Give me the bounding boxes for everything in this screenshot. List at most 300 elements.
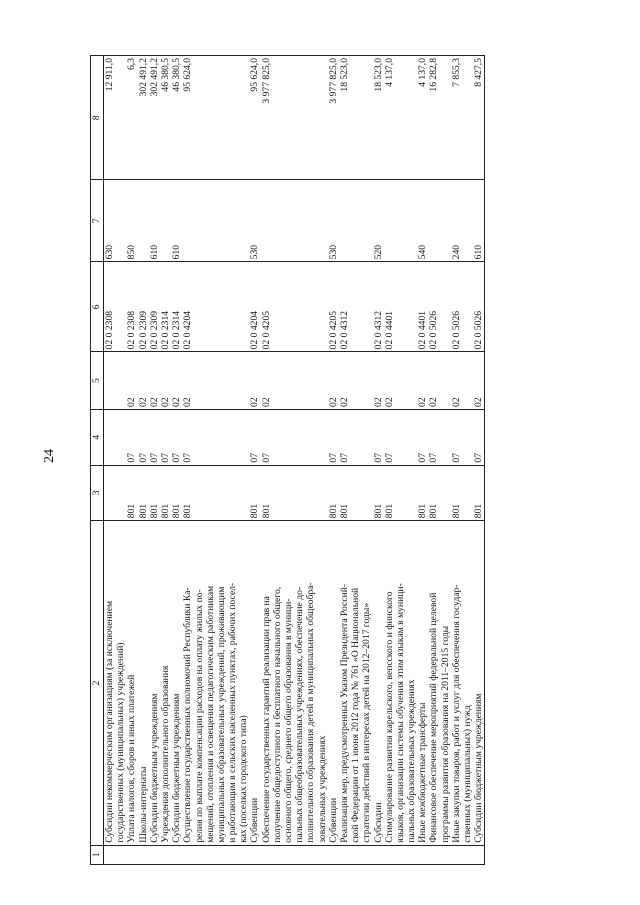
target-article-line: 02 0 2308 xyxy=(104,310,115,350)
target-article-line xyxy=(272,264,283,349)
cell-ministry-code xyxy=(249,465,327,521)
description-line: Обеспечение государственных гарантий реализации прав на xyxy=(260,596,272,843)
ministry-code-line: 801 xyxy=(417,503,429,519)
cell-target-article xyxy=(451,262,473,352)
amount-line xyxy=(216,58,227,177)
target-article-line xyxy=(361,264,372,349)
cell-subsection xyxy=(451,352,473,410)
ministry-code-line xyxy=(462,468,473,519)
expense-type-line xyxy=(160,182,171,259)
subsection-line: 02 xyxy=(372,397,384,407)
expense-type-line: 610 xyxy=(171,244,183,260)
amount-line xyxy=(283,58,294,177)
cell-amount xyxy=(417,56,451,180)
cell-ministry-code xyxy=(373,465,418,521)
cell-section xyxy=(328,409,373,465)
section-line: 07 xyxy=(327,452,339,463)
cell-expense-type xyxy=(328,180,373,262)
subsection-line: 02 xyxy=(182,397,194,407)
ministry-code-line: 801 xyxy=(383,503,395,519)
table-row xyxy=(473,56,485,865)
subsection-line xyxy=(395,354,406,407)
description-line: Субсидии бюджетным учреждениям xyxy=(171,693,183,843)
description-line: стратегии действий в интересах детей на 2012–2017 годы» xyxy=(361,602,373,843)
expense-type-line xyxy=(395,182,406,259)
cell-description xyxy=(373,521,418,846)
description-line: Субвенции xyxy=(249,797,261,843)
section-line xyxy=(115,412,126,463)
target-article-line: 02 0 4312 xyxy=(338,310,350,350)
cell-col-1 xyxy=(249,845,327,864)
amount-line xyxy=(440,58,451,177)
ministry-code-line xyxy=(406,468,417,519)
amount-line: 12 911,0 xyxy=(104,58,115,92)
cell-amount xyxy=(249,56,327,180)
section-line xyxy=(406,412,417,463)
amount-line xyxy=(305,58,316,177)
description-line: ственных (муниципальных) нужд xyxy=(462,705,473,843)
expense-type-line xyxy=(350,182,361,259)
subsection-line: 02 xyxy=(473,397,485,407)
subsection-line: 02 xyxy=(417,397,429,407)
subsection-line xyxy=(305,354,316,407)
cell-col-1 xyxy=(328,845,373,864)
subsection-line xyxy=(205,354,216,407)
subsection-line xyxy=(283,354,294,407)
section-line xyxy=(294,412,305,463)
section-line: 07 xyxy=(428,452,440,463)
section-line: 07 xyxy=(372,452,384,463)
amount-line xyxy=(462,58,473,177)
cell-col-1 xyxy=(417,845,451,864)
target-article-line xyxy=(216,264,227,349)
section-line: 07 xyxy=(137,452,149,463)
amount-line xyxy=(395,58,406,177)
cell-description xyxy=(417,521,451,846)
cell-description xyxy=(328,521,373,846)
target-article-line: 02 0 4205 xyxy=(327,310,339,350)
amount-line xyxy=(317,58,328,177)
section-line xyxy=(462,412,473,463)
subsection-line xyxy=(294,354,305,407)
amount-line xyxy=(406,58,417,177)
expense-type-line xyxy=(261,182,272,259)
expense-type-line xyxy=(462,182,473,259)
cell-subsection xyxy=(328,352,373,410)
cell-expense-type xyxy=(104,180,250,262)
description-line: Учреждения дополнительного образования xyxy=(159,665,171,843)
ministry-code-line: 801 xyxy=(148,503,160,519)
header-col-3: 3 xyxy=(91,465,104,521)
section-line xyxy=(440,412,451,463)
target-article-line xyxy=(238,264,249,349)
description-line: Школы-интернаты xyxy=(137,766,149,843)
subsection-line: 02 xyxy=(383,397,395,407)
ministry-code-line xyxy=(115,468,126,519)
subsection-line xyxy=(216,354,227,407)
expense-type-line xyxy=(317,182,328,259)
cell-target-article xyxy=(104,262,250,352)
cell-section xyxy=(104,409,250,465)
subsection-line xyxy=(194,354,205,407)
cell-expense-type xyxy=(451,180,473,262)
expense-type-line xyxy=(339,182,350,259)
cell-section xyxy=(249,409,327,465)
description-line: пальных общеобразовательных учреждениях, обеспечение до- xyxy=(294,586,306,843)
target-article-line: 02 0 4401 xyxy=(383,310,395,350)
description-line: ской Федерации от 1 июня 2012 года № 761 «О Национальной xyxy=(350,587,362,843)
section-line: 07 xyxy=(260,452,272,463)
description-line: программы развития образования на 2011–2015 годы xyxy=(439,625,451,843)
description-line: Субсидии некоммерческим организациям (за исключением xyxy=(104,600,115,843)
subsection-line: 02 xyxy=(148,397,160,407)
subsection-line: 02 xyxy=(327,397,339,407)
cell-target-article xyxy=(328,262,373,352)
amount-line: 4 137,0 xyxy=(417,58,429,87)
cell-ministry-code xyxy=(104,465,250,521)
cell-col-1 xyxy=(451,845,473,864)
target-article-line xyxy=(305,264,316,349)
section-line: 07 xyxy=(159,452,171,463)
amount-line: 18 523,0 xyxy=(338,58,350,92)
target-article-line: 02 0 2308 xyxy=(126,310,138,350)
amount-line: 6,3 xyxy=(126,58,138,70)
subsection-line xyxy=(317,354,328,407)
expense-type-line xyxy=(440,182,451,259)
expense-type-line xyxy=(384,182,395,259)
cell-col-1 xyxy=(373,845,418,864)
description-line: языков, организации системы обучения этим языкам в муници- xyxy=(394,583,406,843)
amount-line xyxy=(361,58,372,177)
ministry-code-line: 801 xyxy=(327,503,339,519)
target-article-line xyxy=(194,264,205,349)
description-line: муниципальных образовательных учреждений, проживающим xyxy=(215,586,227,843)
section-line: 07 xyxy=(249,452,261,463)
amount-line xyxy=(194,58,205,177)
ministry-code-line xyxy=(238,468,249,519)
cell-target-article xyxy=(373,262,418,352)
ministry-code-line xyxy=(272,468,283,519)
amount-line: 95 624,0 xyxy=(182,58,194,92)
amount-line xyxy=(294,58,305,177)
ministry-code-line: 801 xyxy=(450,503,462,519)
expense-type-line: 610 xyxy=(473,244,485,260)
page-number: 24 xyxy=(42,449,57,463)
subsection-line xyxy=(462,354,473,407)
ministry-code-line xyxy=(194,468,205,519)
expense-type-line xyxy=(272,182,283,259)
target-article-line xyxy=(395,264,406,349)
ministry-code-line xyxy=(104,468,115,519)
table-header xyxy=(91,56,104,865)
expense-type-line xyxy=(115,182,126,259)
section-line xyxy=(350,412,361,463)
description-line: релия по выплате компенсации расходов на оплату жилых по- xyxy=(193,589,205,843)
expense-type-line: 610 xyxy=(148,244,160,260)
target-article-line xyxy=(227,264,238,349)
target-article-line: 02 0 4401 xyxy=(417,310,429,350)
cell-amount xyxy=(104,56,250,180)
section-line: 07 xyxy=(417,452,429,463)
subsection-line: 02 xyxy=(249,397,261,407)
amount-line: 4 137,0 xyxy=(383,58,395,87)
subsection-line xyxy=(440,354,451,407)
header-col-5: 5 xyxy=(91,352,104,410)
target-article-line: 02 0 2314 xyxy=(159,310,171,350)
description-line: Осуществление государственных полномочий Республики Ка- xyxy=(182,587,194,843)
budget-table-rotated xyxy=(90,55,530,865)
description-line: ках (поселках городского типа) xyxy=(238,715,250,843)
expense-type-line xyxy=(205,182,216,259)
amount-line: 18 523,0 xyxy=(372,58,384,92)
header-row xyxy=(91,56,104,865)
cell-ministry-code xyxy=(473,465,485,521)
expense-type-line xyxy=(238,182,249,259)
cell-description xyxy=(104,521,250,846)
subsection-line xyxy=(361,354,372,407)
amount-line xyxy=(350,58,361,177)
table-row xyxy=(104,56,250,865)
description-line: Уплата налогов, сборов и иных платежей xyxy=(126,674,138,843)
cell-description xyxy=(249,521,327,846)
section-line xyxy=(227,412,238,463)
subsection-line xyxy=(272,354,283,407)
expense-type-line xyxy=(194,182,205,259)
amount-line: 95 624,0 xyxy=(249,58,261,92)
section-line: 07 xyxy=(171,452,183,463)
expense-type-line xyxy=(305,182,316,259)
target-article-line xyxy=(317,264,328,349)
subsection-line xyxy=(227,354,238,407)
target-article-line xyxy=(406,264,417,349)
cell-section xyxy=(451,409,473,465)
expense-type-line: 520 xyxy=(372,244,384,260)
expense-type-line xyxy=(361,182,372,259)
cell-section xyxy=(473,409,485,465)
cell-amount xyxy=(473,56,485,180)
ministry-code-line xyxy=(227,468,238,519)
expense-type-line xyxy=(406,182,417,259)
table-row xyxy=(417,56,451,865)
subsection-line xyxy=(238,354,249,407)
cell-target-article xyxy=(473,262,485,352)
ministry-code-line: 801 xyxy=(182,503,194,519)
description-line: Стимулирование развития карельского, вепсского и финского xyxy=(383,591,395,843)
cell-subsection xyxy=(473,352,485,410)
subsection-line: 02 xyxy=(428,397,440,407)
ministry-code-line: 801 xyxy=(428,503,440,519)
subsection-line xyxy=(406,354,417,407)
expense-type-line: 530 xyxy=(249,244,261,260)
header-col-1: 1 xyxy=(91,845,104,864)
expense-type-line xyxy=(227,182,238,259)
subsection-line xyxy=(104,354,115,407)
expense-type-line xyxy=(294,182,305,259)
table-row xyxy=(328,56,373,865)
amount-line: 302 491,2 xyxy=(137,58,149,97)
ministry-code-line: 801 xyxy=(473,503,485,519)
section-line xyxy=(283,412,294,463)
description-line: Субсидии бюджетным учреждениям xyxy=(148,693,160,843)
section-line: 07 xyxy=(450,452,462,463)
subsection-line xyxy=(350,354,361,407)
expense-type-line: 540 xyxy=(417,244,429,260)
ministry-code-line xyxy=(440,468,451,519)
section-line xyxy=(104,412,115,463)
cell-expense-type xyxy=(249,180,327,262)
description-line: Реализация мер, предусмотренных Указом Президента Россий- xyxy=(338,583,350,843)
description-line: полнительного образования детей в муниципальных общеобра- xyxy=(305,582,317,843)
ministry-code-line: 801 xyxy=(372,503,384,519)
description-line: зовательных учреждениях xyxy=(316,735,328,843)
cell-subsection xyxy=(373,352,418,410)
section-line xyxy=(194,412,205,463)
subsection-line: 02 xyxy=(260,397,272,407)
description-line: и работающим в сельских населенных пунктах, рабочих посел- xyxy=(227,582,239,843)
amount-line xyxy=(238,58,249,177)
subsection-line xyxy=(115,354,126,407)
section-line xyxy=(395,412,406,463)
description-line: Субвенции xyxy=(327,797,339,843)
target-article-line: 02 0 5026 xyxy=(473,310,485,350)
amount-line: 302 491,2 xyxy=(148,58,160,97)
expense-type-line xyxy=(216,182,227,259)
description-line: пальных образовательных учреждениях xyxy=(406,679,418,843)
section-line: 07 xyxy=(126,452,138,463)
cell-ministry-code xyxy=(328,465,373,521)
target-article-line: 02 0 4312 xyxy=(372,310,384,350)
cell-expense-type xyxy=(417,180,451,262)
amount-line xyxy=(205,58,216,177)
amount-line: 8 427,5 xyxy=(473,58,485,87)
target-article-line: 02 0 4204 xyxy=(249,310,261,350)
expense-type-line: 240 xyxy=(450,244,462,260)
cell-col-1 xyxy=(473,845,485,864)
ministry-code-line: 801 xyxy=(137,503,149,519)
target-article-line: 02 0 2309 xyxy=(137,310,149,350)
ministry-code-line xyxy=(361,468,372,519)
ministry-code-line: 801 xyxy=(338,503,350,519)
table-row xyxy=(451,56,473,865)
cell-amount xyxy=(451,56,473,180)
header-col-6: 6 xyxy=(91,262,104,352)
cell-target-article xyxy=(417,262,451,352)
expense-type-line xyxy=(138,182,149,259)
description-line: Субсидии бюджетным учреждениям xyxy=(473,693,485,843)
cell-ministry-code xyxy=(417,465,451,521)
header-col-7: 7 xyxy=(91,180,104,262)
cell-subsection xyxy=(417,352,451,410)
target-article-line xyxy=(462,264,473,349)
cell-subsection xyxy=(249,352,327,410)
expense-type-line: 630 xyxy=(104,244,115,260)
amount-line xyxy=(272,58,283,177)
table-body xyxy=(104,56,485,865)
target-article-line: 02 0 4204 xyxy=(182,310,194,350)
ministry-code-line xyxy=(205,468,216,519)
ministry-code-line xyxy=(395,468,406,519)
target-article-line: 02 0 2309 xyxy=(148,310,160,350)
amount-line: 16 282,8 xyxy=(428,58,440,92)
subsection-line: 02 xyxy=(159,397,171,407)
target-article-line: 02 0 4205 xyxy=(260,310,272,350)
description-line: Финансовое обеспечение мероприятий федеральной целевой xyxy=(428,592,440,843)
table-row xyxy=(373,56,418,865)
budget-table xyxy=(90,55,485,865)
section-line: 07 xyxy=(383,452,395,463)
ministry-code-line: 801 xyxy=(159,503,171,519)
subsection-line: 02 xyxy=(450,397,462,407)
expense-type-line xyxy=(428,182,439,259)
cell-subsection xyxy=(104,352,250,410)
header-col-2: 2 xyxy=(91,521,104,846)
cell-expense-type xyxy=(373,180,418,262)
ministry-code-line xyxy=(294,468,305,519)
amount-line: 46 380,5 xyxy=(159,58,171,92)
cell-section xyxy=(373,409,418,465)
amount-line: 3 977 825,0 xyxy=(260,58,272,104)
section-line xyxy=(361,412,372,463)
ministry-code-line xyxy=(216,468,227,519)
section-line xyxy=(317,412,328,463)
table-row xyxy=(249,56,327,865)
amount-line: 7 855,3 xyxy=(450,58,462,87)
cell-section xyxy=(417,409,451,465)
subsection-line: 02 xyxy=(338,397,350,407)
section-line xyxy=(216,412,227,463)
expense-type-line xyxy=(283,182,294,259)
ministry-code-line xyxy=(283,468,294,519)
expense-type-line: 530 xyxy=(327,244,339,260)
subsection-line: 02 xyxy=(137,397,149,407)
ministry-code-line xyxy=(305,468,316,519)
subsection-line: 02 xyxy=(171,397,183,407)
target-article-line xyxy=(205,264,216,349)
description-line: Иные закупки товаров, работ и услуг для обеспечения государ- xyxy=(450,584,462,843)
description-line: получение общедоступного и бесплатного начального общего, xyxy=(271,586,283,843)
ministry-code-line xyxy=(350,468,361,519)
section-line xyxy=(205,412,216,463)
ministry-code-line: 801 xyxy=(126,503,138,519)
expense-type-line xyxy=(182,182,193,259)
target-article-line: 02 0 2314 xyxy=(171,310,183,350)
cell-description xyxy=(473,521,485,846)
section-line xyxy=(305,412,316,463)
target-article-line xyxy=(283,264,294,349)
section-line: 07 xyxy=(473,452,485,463)
cell-target-article xyxy=(249,262,327,352)
ministry-code-line xyxy=(317,468,328,519)
target-article-line: 02 0 5026 xyxy=(450,310,462,350)
description-line: Иные межбюджетные трансферты xyxy=(417,702,429,843)
section-line: 07 xyxy=(182,452,194,463)
header-col-4: 4 xyxy=(91,409,104,465)
section-line xyxy=(272,412,283,463)
expense-type-line: 850 xyxy=(126,244,138,260)
target-article-line xyxy=(294,264,305,349)
target-article-line: 02 0 5026 xyxy=(428,310,440,350)
amount-line: 46 380,5 xyxy=(171,58,183,92)
ministry-code-line: 801 xyxy=(171,503,183,519)
section-line xyxy=(238,412,249,463)
header-col-8: 8 xyxy=(91,56,104,180)
cell-expense-type xyxy=(473,180,485,262)
ministry-code-line: 801 xyxy=(249,503,261,519)
amount-line xyxy=(115,58,126,177)
cell-amount xyxy=(373,56,418,180)
description-line: мещений, отопления и освещения педагогическим работникам xyxy=(204,585,216,843)
amount-line xyxy=(227,58,238,177)
